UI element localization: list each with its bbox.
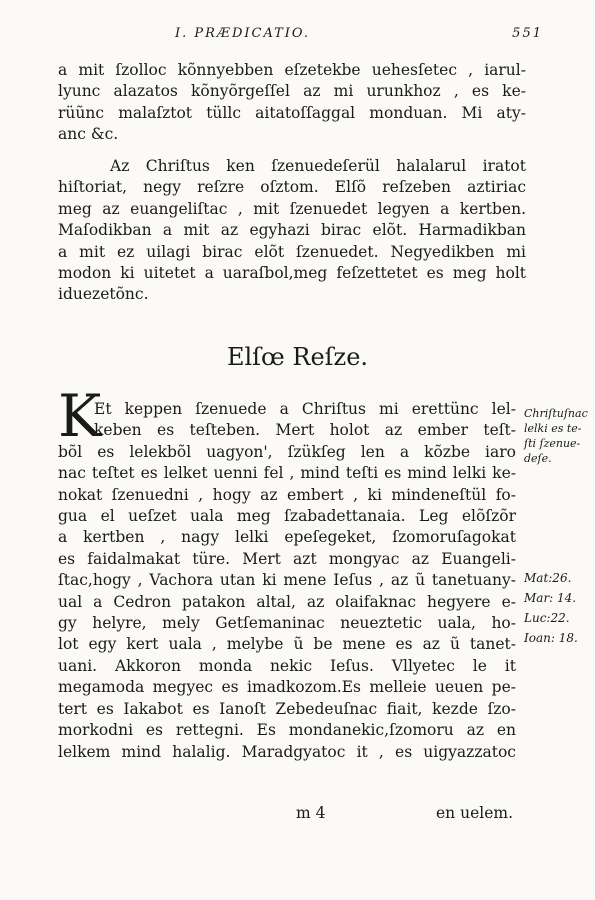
page-footer <box>0 804 595 826</box>
page-number: 551 <box>512 26 543 41</box>
text-line: a kertben , nagy lelki epeſegeket, ſzomoruſagokat <box>58 528 516 547</box>
text-line: Az Chriſtus ken ſzenuedeſerül halalarul iratot <box>110 157 526 175</box>
text-line: morkodni es rettegni. Es mondanekic,ſzomoru az en <box>58 721 516 740</box>
outline-paragraph <box>58 156 526 306</box>
text-line: gua el ueſzet uala meg ſzabadettanaia. Leg elõſzõr <box>58 507 516 526</box>
text-line: hiſtoriat, negy reſzre oſztom. Elſõ reſzeben aztiriac <box>58 178 526 197</box>
margin-note-line: Chriſtuſnac <box>524 407 588 420</box>
signature-mark: m 4 <box>296 804 326 822</box>
text-line: nokat ſzenuedni , hogy az embert , ki mindeneſtül fo- <box>58 485 516 504</box>
scripture-reference: Mat:26. <box>524 571 572 585</box>
text-line: anc &c. <box>58 125 119 144</box>
text-line: es faidalmakat türe. Mert azt mongyac az Euangeli- <box>58 549 516 568</box>
running-title: I. PRÆDICATIO. <box>175 26 310 41</box>
intro-paragraph <box>58 60 526 146</box>
text-line: Et keppen ſzenuede a Chriſtus mi erettünc lel- <box>94 400 516 418</box>
text-line: lelkem mind halalig. Maradgyatoc it , es uigyazzatoc <box>58 742 516 761</box>
margin-note-line: ſti ſzenue- <box>524 437 581 450</box>
text-line: rüũnc malaſztot tüllc aitatoſſaggal monduan. Mi aty- <box>58 103 526 122</box>
text-line: bõl es lelekbõl uagyon', ſzükſeg len a kõzbe iaro <box>58 442 516 461</box>
text-line: ual a Cedron patakon altal, az olaifaknac hegyere e- <box>58 592 516 611</box>
section-heading: Elſœ Reſze. <box>226 343 369 371</box>
margin-note-topic <box>524 406 590 466</box>
text-line: modon ki uitetet a uaraſbol,meg feſzettetet es meg holt <box>58 264 526 283</box>
body-paragraph <box>58 399 516 763</box>
margin-note-line: lelki es te- <box>524 422 582 435</box>
text-line: gy helyre, mely Getſemaninac neueztetic uala, ho- <box>58 614 516 633</box>
text-line: megamoda megyec es imadkozom.Es melleie ueuen pe- <box>58 678 516 697</box>
text-line: a mit ez uilagi birac elõt ſzenuedet. Negyedikben mi <box>58 242 526 261</box>
text-line: tert es Iakabot es Ianoſt Zebedeuſnac fiait, kezde ſzo- <box>58 699 516 718</box>
drop-capital: K <box>58 382 102 450</box>
text-line: iduezetõnc. <box>58 285 149 304</box>
text-line: keben es teſteben. Mert holot az ember teſt- <box>94 421 516 440</box>
scripture-reference: Mar: 14. <box>524 591 577 605</box>
scripture-reference: Luc:22. <box>524 611 570 625</box>
text-line: a mit ſzolloc kõnnyebben eſzetekbe uehesſetec , iarul- <box>58 61 526 79</box>
text-line: lyunc alazatos kõnyõrgeſſel az mi urunkhoz , es ke- <box>58 82 526 101</box>
text-line: uani. Akkoron monda nekic Ieſus. Vllyetec le it <box>58 656 516 675</box>
text-line: Maſodikban a mit az egyhazi birac elõt. Harmadikban <box>58 221 526 240</box>
text-line: ſtac,hogy , Vachora utan ki mene Ieſus , az ũ tanetuany- <box>58 571 516 590</box>
text-line: nac teſtet es lelket uenni fel , mind teſti es mind lelki ke- <box>58 464 516 483</box>
text-line: lot egy kert uala , melybe ũ be mene es az ũ tanet- <box>58 635 516 654</box>
catchword: en uelem. <box>436 804 513 822</box>
text-line: meg az euangeliſtac , mit ſzenuedet legyen a kertben. <box>58 199 526 218</box>
scripture-reference: Ioan: 18. <box>524 631 578 645</box>
margin-note-references <box>524 568 590 648</box>
margin-note-line: deſe. <box>524 452 552 465</box>
running-header <box>0 26 595 46</box>
